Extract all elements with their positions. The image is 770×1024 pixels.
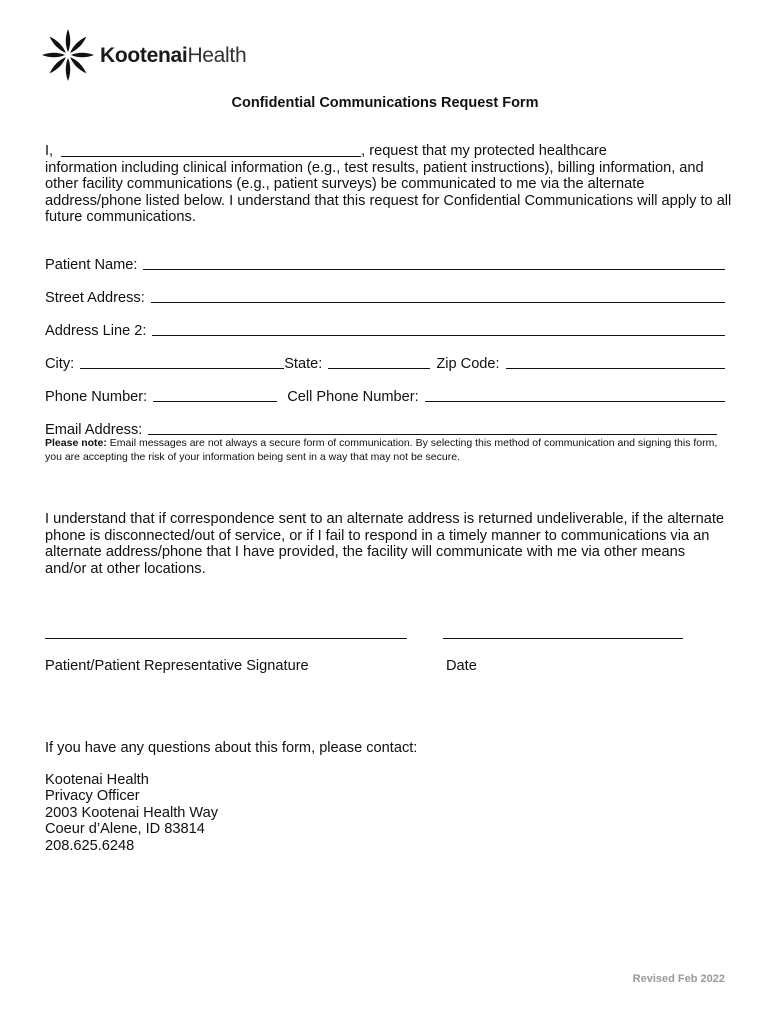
- phone-field[interactable]: [153, 400, 277, 402]
- contact-address-block: [45, 772, 218, 854]
- patient-name-label: Patient Name:: [45, 257, 138, 273]
- intro-rest-line1: , request that my protected healthcare: [361, 143, 607, 159]
- note-label: Please note:: [45, 437, 107, 449]
- address-line2-label: Address Line 2:: [45, 323, 147, 339]
- form-title: Confidential Communications Request Form: [231, 95, 539, 111]
- cell-phone-field[interactable]: [425, 400, 725, 402]
- city-label: City:: [45, 356, 75, 372]
- logo-bold: Kootenai: [100, 43, 188, 67]
- email-label: Email Address:: [45, 422, 143, 438]
- contact-question: If you have any questions about this form, please contact:: [45, 740, 418, 756]
- revised-date: Revised Feb 2022: [632, 973, 725, 985]
- signature-label: Patient/Patient Representative Signature: [45, 658, 309, 674]
- logo-wordmark: [100, 45, 246, 66]
- street-address-field[interactable]: [151, 301, 725, 303]
- address-line2-field[interactable]: [152, 334, 725, 336]
- phone-row: [45, 389, 725, 405]
- contact-street: 2003 Kootenai Health Way: [45, 804, 219, 821]
- street-address-row: [45, 290, 725, 306]
- intro-prefix: I,: [45, 143, 54, 159]
- city-field[interactable]: [80, 367, 284, 369]
- email-field[interactable]: [148, 433, 717, 435]
- city-state-zip-row: [45, 356, 725, 372]
- contact-title: Privacy Officer: [45, 788, 140, 805]
- intro-paragraph: [45, 143, 735, 226]
- date-label: Date: [446, 658, 477, 674]
- patient-name-row: [45, 257, 725, 273]
- address-line2-row: [45, 323, 725, 339]
- phone-label: Phone Number:: [45, 389, 148, 405]
- state-label: State:: [284, 356, 323, 372]
- patient-name-field[interactable]: [143, 268, 725, 270]
- signature-line[interactable]: [45, 638, 407, 639]
- cell-phone-label: Cell Phone Number:: [287, 389, 419, 405]
- name-blank-line[interactable]: [61, 155, 361, 157]
- understand-paragraph: I understand that if correspondence sent to an alternate address is returned undeliverable, if the alternate phone is disconnected/out of service, or if I fail to respond in a timely manner to communications via an alternate address/phone that I have provided, the facility will communicate with me via other means and/or at other locations.: [45, 511, 725, 577]
- kootenai-health-logo: [40, 27, 246, 83]
- email-note: [45, 436, 735, 464]
- starburst-logo-icon: [40, 27, 96, 83]
- state-field[interactable]: [328, 367, 430, 369]
- zip-label: Zip Code:: [436, 356, 500, 372]
- contact-city: Coeur d’Alene, ID 83814: [45, 821, 205, 838]
- date-line[interactable]: [443, 638, 683, 639]
- logo-light: Health: [187, 43, 247, 67]
- zip-field[interactable]: [506, 367, 725, 369]
- contact-phone: 208.625.6248: [45, 837, 135, 854]
- street-address-label: Street Address:: [45, 290, 145, 306]
- contact-org: Kootenai Health: [45, 772, 149, 788]
- intro-body: information including clinical information (e.g., test results, patient instructions), billing information, and other facility communications (e.g., patient surveys) be communicated to me via the alternate address/phone listed below. I understand that this request for Confidential Communications will apply to all future communications.: [45, 159, 732, 226]
- note-text: Email messages are not always a secure form of communication. By selecting this method of communication and signing this form, you are accepting the risk of your information being sent in a way that may not be secure.: [45, 437, 718, 463]
